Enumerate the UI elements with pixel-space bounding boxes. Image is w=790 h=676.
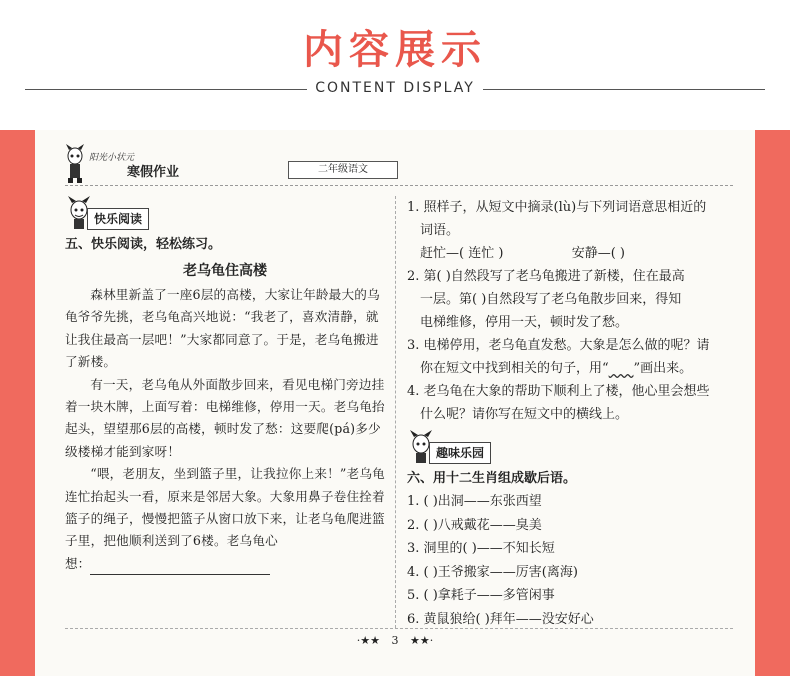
question-2: 2. 第( )自然段写了老乌龟搬进了新楼，住在最高 — [407, 269, 685, 284]
footer-divider — [65, 628, 733, 629]
star-icon: ·★★ — [356, 634, 380, 647]
list-item: 6. 黄鼠狼给( )拜年——没安好心 — [407, 611, 594, 627]
question-4: 4. 老乌龟在大象的帮助下顺利上了楼，他心里会想些 — [407, 384, 710, 399]
story-paragraph: 森林里新盖了一座6层的高楼，大家让年龄最大的乌龟爷爷先挑，老乌龟高兴地说：“我老了，喜欢清静，就让我住最高一层吧！”大家都同意了。于是，老乌龟搬进了新楼。 — [65, 287, 380, 370]
grade-label: 二年级语文 — [288, 161, 398, 179]
question-1: 1. 照样子，从短文中摘录(lù)与下列词语意思相近的 — [407, 200, 707, 215]
workbook-page — [35, 130, 755, 676]
section-title: 五、快乐阅读，轻松练习。 — [65, 237, 222, 252]
column-divider — [395, 196, 396, 628]
right-column: 1. 照样子，从短文中摘录(lù)与下列词语意思相近的 词语。 赶忙—( 连忙 ) 安静—( ) 2. 第( )自然段写了老乌龟搬进了新楼，住在最高 一层。第( )自然段写了老乌龟散步回来，得知 电梯维修，停用一天，顿时发了愁。 3. 电梯停用，老乌龟直发愁。大象是怎么做的呢？请 你在短文中找到相关的句子，用“ ”画出来。 4. 老乌龟在大象的帮助下顺利上了楼，他心里会想些 什么呢？请你写在短文中的横线上。 趣味乐园 六、用十二生肖组成歇后语。 1. ( )出洞——东张西望 2. ( )八戒戴花——臭美 3. 洞里的( )——不知长短 4. ( )王爷搬家——厉害(离海) 5. ( )拿耗子——多管闲事 6. 黄鼠狼给( )拜年——没安好心 — [407, 196, 737, 631]
list-item: 3. 洞里的( )——不知长短 — [407, 541, 555, 556]
star-icon: ★★· — [410, 634, 434, 647]
story-paragraph: 有一天，老乌龟从外面散步回来，看见电梯门旁边挂着一块木牌，上面写着：电梯维修，停用一天。老乌龟抬起头，望望那6层的高楼，顿时发了愁：这要爬(pá)多少级楼梯才能到家呀！ — [65, 376, 385, 459]
page-number: ·★★ 3 ★★· — [356, 634, 434, 647]
list-item: 1. ( )出洞——东张西望 — [407, 494, 542, 509]
workbook-title: 寒假作业 — [127, 165, 180, 180]
story-title: 老乌龟住高楼 — [183, 263, 267, 279]
section-title: 六、用十二生肖组成歇后语。 — [407, 471, 577, 486]
question-3: 3. 电梯停用，老乌龟直发愁。大象是怎么做的呢？请 — [407, 338, 710, 353]
list-item: 5. ( )拿耗子——多管闲事 — [407, 588, 555, 603]
list-item: 4. ( )王爷搬家——厉害(离海) — [407, 564, 578, 580]
brand-text: 阳光小状元 — [89, 153, 135, 163]
header-divider — [65, 185, 733, 186]
reading-badge: 快乐阅读 — [65, 196, 385, 230]
left-column — [65, 196, 385, 575]
fun-badge: 趣味乐园 — [407, 430, 737, 464]
banner-title: 内容展示 — [303, 27, 487, 73]
synonym-pairs: 赶忙—( 连忙 ) 安静—( ) — [420, 246, 625, 261]
answer-line: 想： — [65, 553, 385, 575]
answer-blank[interactable] — [90, 560, 270, 575]
story-paragraph: “喂，老朋友，坐到篮子里，让我拉你上来！”老乌龟连忙抬起头一看，原来是邻居大象。大象用鼻子卷住拴着篮子的绳子，慢慢把篮子从窗口放下来，让老乌龟爬进篮子里，把他顺利送到了6楼。老乌龟心 — [65, 466, 385, 549]
banner-subtitle: CONTENT DISPLAY — [0, 80, 790, 96]
mascot-icon — [63, 144, 87, 184]
banner — [0, 0, 790, 130]
list-item: 2. ( )八戒戴花——臭美 — [407, 517, 542, 533]
